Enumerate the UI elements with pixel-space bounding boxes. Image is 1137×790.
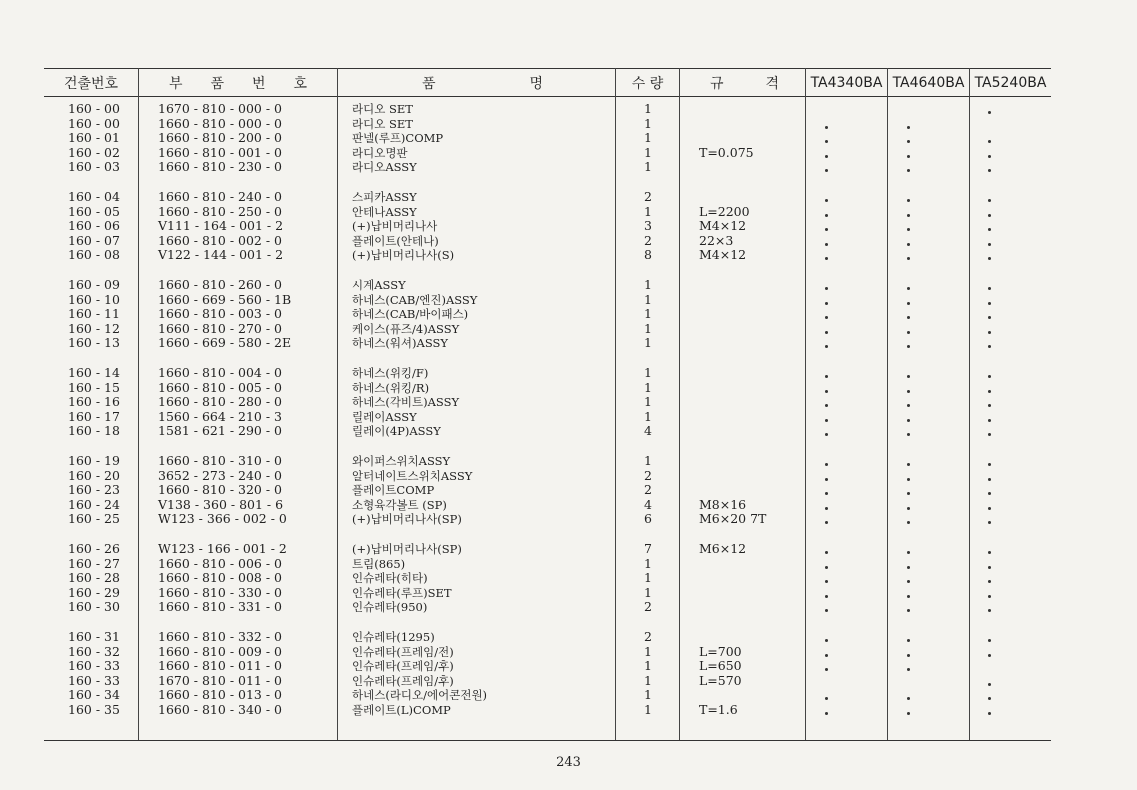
cell-name: 시계ASSY — [352, 278, 406, 292]
applicability-mark — [988, 331, 991, 334]
applicability-mark — [825, 478, 828, 481]
applicability-mark — [988, 257, 991, 260]
cell-name: (+)납비머리나사(S) — [352, 248, 455, 263]
cell-qty: 1 — [644, 203, 652, 219]
cell-part: 1660 - 810 - 200 - 0 — [158, 130, 282, 146]
cell-no: 160 - 11 — [68, 306, 120, 322]
cell-name: 하네스(위킹/F) — [352, 366, 429, 380]
header-model-ta4640ba: TA4640BA — [892, 75, 965, 91]
cell-no: 160 - 29 — [68, 584, 120, 600]
cell-name: 라디오 SET — [352, 102, 413, 116]
applicability-mark — [907, 668, 910, 671]
applicability-mark — [825, 712, 828, 715]
cell-qty: 6 — [644, 511, 652, 527]
cell-qty: 1 — [644, 394, 652, 410]
applicability-mark — [825, 463, 828, 466]
header-part-name-char: 품 — [422, 76, 436, 92]
cell-part: 1660 - 810 - 009 - 0 — [158, 643, 282, 659]
applicability-mark — [825, 580, 828, 583]
cell-no: 160 - 33 — [68, 658, 120, 674]
cell-qty: 1 — [644, 702, 652, 717]
applicability-mark — [825, 654, 828, 657]
cell-qty: 1 — [644, 144, 652, 160]
applicability-mark — [825, 287, 828, 290]
cell-name: 인슈레타(프레임/전) — [352, 644, 454, 659]
header-part-number-char: 품 — [210, 76, 225, 92]
cell-qty: 3 — [644, 218, 652, 234]
cell-part: 1660 - 810 - 310 - 0 — [158, 453, 282, 468]
cell-part: 1670 - 810 - 000 - 0 — [158, 101, 282, 116]
cell-part: 1660 - 810 - 240 - 0 — [158, 189, 282, 204]
cell-part: 1660 - 810 - 006 - 0 — [158, 555, 282, 571]
cell-qty: 1 — [644, 306, 652, 322]
cell-no: 160 - 03 — [68, 159, 120, 175]
header-spec-char: 규 — [710, 76, 724, 92]
cell-no: 160 - 34 — [68, 687, 120, 703]
header-model-ta5240ba: TA5240BA — [974, 75, 1047, 91]
cell-name: 릴레이ASSY — [352, 409, 417, 424]
cell-part: 1660 - 810 - 320 - 0 — [158, 482, 282, 498]
cell-name: 소형육각볼트 (SP) — [352, 497, 447, 512]
applicability-mark — [907, 595, 910, 598]
applicability-mark — [825, 126, 828, 129]
cell-no: 160 - 16 — [68, 394, 120, 410]
applicability-mark — [907, 302, 910, 305]
cell-name: 인슈레타(루프)SET — [352, 585, 452, 600]
cell-name: 하네스(CAB/엔진)ASSY — [352, 292, 478, 307]
cell-name: 인슈레타(프레임/후) — [352, 673, 454, 688]
applicability-mark — [988, 155, 991, 158]
applicability-mark — [988, 639, 991, 642]
cell-qty: 1 — [644, 408, 652, 424]
applicability-mark — [988, 345, 991, 348]
cell-qty: 1 — [644, 658, 652, 674]
applicability-mark — [907, 228, 910, 231]
cell-spec: M6×20 7T — [699, 511, 767, 527]
applicability-mark — [907, 375, 910, 378]
cell-qty: 1 — [644, 643, 652, 659]
cell-no: 160 - 06 — [68, 218, 120, 234]
applicability-mark — [907, 169, 910, 172]
cell-name: 케이스(퓨즈/4)ASSY — [352, 321, 460, 336]
applicability-mark — [988, 507, 991, 510]
applicability-mark — [988, 199, 991, 202]
cell-no: 160 - 25 — [68, 511, 120, 527]
cell-no: 160 - 17 — [68, 408, 120, 424]
cell-name: 인슈레타(프레임/후) — [352, 659, 454, 674]
applicability-mark — [825, 697, 828, 700]
cell-name: 플레이트(안테나) — [352, 233, 439, 248]
cell-name: 인슈레타(1295) — [352, 630, 435, 644]
cell-part: V138 - 360 - 801 - 6 — [158, 496, 284, 512]
cell-no: 160 - 26 — [68, 541, 120, 556]
header-part-number — [139, 70, 337, 96]
cell-part: V122 - 144 - 001 - 2 — [158, 247, 284, 263]
applicability-mark — [825, 639, 828, 642]
applicability-mark — [825, 595, 828, 598]
applicability-mark — [907, 639, 910, 642]
header-part-name — [338, 70, 615, 96]
cell-spec: L=700 — [699, 643, 742, 659]
cell-qty: 1 — [644, 379, 652, 395]
applicability-mark — [825, 302, 828, 305]
applicability-mark — [907, 609, 910, 612]
cell-part: 1660 - 810 - 000 - 0 — [158, 115, 282, 131]
cell-part: 1660 - 810 - 280 - 0 — [158, 394, 282, 410]
applicability-mark — [825, 169, 828, 172]
cell-part: 1560 - 664 - 210 - 3 — [158, 408, 282, 424]
applicability-mark — [825, 668, 828, 671]
cell-no: 160 - 35 — [68, 702, 120, 717]
cell-part: 1660 - 669 - 560 - 1B — [158, 291, 292, 307]
header-item-no: 건출번호 — [63, 76, 119, 92]
applicability-mark — [988, 433, 991, 436]
cell-name: 하네스(위킹/R) — [352, 380, 430, 395]
applicability-mark — [988, 683, 991, 686]
applicability-mark — [907, 345, 910, 348]
applicability-mark — [907, 654, 910, 657]
applicability-mark — [907, 433, 910, 436]
cell-part: 1660 - 810 - 004 - 0 — [158, 365, 282, 380]
applicability-mark — [988, 140, 991, 143]
header-part-number-char: 부 — [169, 76, 183, 92]
cell-spec: M4×12 — [699, 218, 747, 234]
applicability-mark — [907, 199, 910, 202]
cell-part: W123 - 166 - 001 - 2 — [158, 541, 287, 556]
cell-qty: 2 — [644, 232, 652, 248]
cell-spec: T=1.6 — [699, 702, 738, 717]
header-part-number-char: 호 — [293, 76, 307, 92]
cell-qty: 2 — [644, 189, 652, 204]
applicability-mark — [988, 375, 991, 378]
applicability-mark — [988, 478, 991, 481]
applicability-mark — [988, 243, 991, 246]
cell-part: 1660 - 810 - 330 - 0 — [158, 584, 282, 600]
cell-part: 1660 - 810 - 002 - 0 — [158, 232, 282, 248]
applicability-mark — [988, 595, 991, 598]
cell-part: 1581 - 621 - 290 - 0 — [158, 423, 282, 439]
applicability-mark — [907, 566, 910, 569]
cell-part: 1660 - 810 - 001 - 0 — [158, 144, 282, 160]
header-spec-char: 격 — [765, 76, 779, 92]
header-spec — [680, 70, 805, 96]
applicability-mark — [825, 375, 828, 378]
column-divider — [969, 68, 970, 740]
applicability-mark — [907, 478, 910, 481]
cell-part: 1660 - 810 - 250 - 0 — [158, 203, 282, 219]
applicability-mark — [988, 580, 991, 583]
applicability-mark — [988, 609, 991, 612]
cell-no: 160 - 15 — [68, 379, 120, 395]
column-divider — [887, 68, 888, 740]
cell-no: 160 - 05 — [68, 203, 120, 219]
applicability-mark — [825, 404, 828, 407]
applicability-mark — [988, 404, 991, 407]
applicability-mark — [907, 126, 910, 129]
cell-no: 160 - 30 — [68, 599, 120, 615]
cell-no: 160 - 14 — [68, 365, 120, 380]
applicability-mark — [825, 551, 828, 554]
applicability-mark — [907, 155, 910, 158]
cell-no: 160 - 23 — [68, 482, 120, 498]
applicability-mark — [907, 712, 910, 715]
cell-part: 3652 - 273 - 240 - 0 — [158, 467, 282, 483]
cell-no: 160 - 19 — [68, 453, 120, 468]
cell-no: 160 - 13 — [68, 335, 120, 351]
cell-qty: 1 — [644, 687, 652, 703]
cell-name: 플레이트COMP — [352, 483, 435, 498]
column-divider — [615, 68, 616, 740]
header-bottom-rule — [44, 96, 1051, 97]
applicability-mark — [988, 228, 991, 231]
cell-part: V111 - 164 - 001 - 2 — [158, 218, 284, 234]
cell-part: 1660 - 810 - 230 - 0 — [158, 159, 282, 175]
cell-no: 160 - 01 — [68, 130, 120, 146]
applicability-mark — [907, 697, 910, 700]
applicability-mark — [825, 566, 828, 569]
cell-part: 1670 - 810 - 011 - 0 — [158, 672, 282, 688]
cell-no: 160 - 04 — [68, 189, 120, 204]
table-bottom-rule — [44, 740, 1051, 741]
applicability-mark — [988, 551, 991, 554]
cell-no: 160 - 32 — [68, 643, 120, 659]
cell-name: 스피카ASSY — [352, 190, 417, 204]
applicability-mark — [988, 214, 991, 217]
applicability-mark — [988, 697, 991, 700]
applicability-mark — [907, 463, 910, 466]
cell-spec: L=570 — [699, 672, 742, 688]
cell-name: 하네스(라디오/에어콘전원) — [352, 688, 488, 703]
cell-name: 알터네이트스위치ASSY — [352, 468, 473, 483]
cell-name: 라디오ASSY — [352, 160, 417, 175]
cell-qty: 1 — [644, 335, 652, 351]
cell-part: 1660 - 810 - 008 - 0 — [158, 570, 282, 586]
header-model-ta4340ba: TA4340BA — [810, 75, 883, 91]
cell-part: 1660 - 810 - 013 - 0 — [158, 687, 282, 703]
applicability-mark — [825, 521, 828, 524]
applicability-mark — [988, 654, 991, 657]
applicability-mark — [825, 390, 828, 393]
cell-spec: M4×12 — [699, 247, 747, 263]
cell-spec: M8×16 — [699, 496, 747, 512]
cell-no: 160 - 10 — [68, 291, 120, 307]
cell-name: 플레이트(L)COMP — [352, 703, 451, 717]
cell-spec: L=650 — [699, 658, 742, 674]
applicability-mark — [907, 287, 910, 290]
applicability-mark — [907, 316, 910, 319]
cell-qty: 7 — [644, 541, 652, 556]
cell-spec: M6×12 — [699, 541, 747, 556]
cell-qty: 2 — [644, 599, 652, 615]
table-top-rule — [44, 68, 1051, 69]
cell-name: (+)납비머리나사(SP) — [352, 542, 462, 556]
cell-part: 1660 - 810 - 003 - 0 — [158, 306, 282, 322]
applicability-mark — [988, 419, 991, 422]
cell-name: (+)납비머리나사 — [352, 219, 438, 234]
applicability-mark — [988, 169, 991, 172]
cell-qty: 1 — [644, 130, 652, 146]
cell-no: 160 - 18 — [68, 423, 120, 439]
cell-no: 160 - 00 — [68, 115, 120, 131]
cell-name: 판넬(루프)COMP — [352, 131, 444, 146]
cell-part: 1660 - 810 - 260 - 0 — [158, 277, 282, 292]
cell-part: 1660 - 669 - 580 - 2E — [158, 335, 292, 351]
cell-part: 1660 - 810 - 332 - 0 — [158, 629, 282, 644]
applicability-mark — [825, 316, 828, 319]
cell-name: (+)납비머리나사(SP) — [352, 512, 462, 527]
applicability-mark — [988, 492, 991, 495]
applicability-mark — [988, 566, 991, 569]
cell-no: 160 - 33 — [68, 672, 120, 688]
applicability-mark — [988, 712, 991, 715]
cell-name: 릴레이(4P)ASSY — [352, 424, 441, 439]
applicability-mark — [907, 390, 910, 393]
cell-qty: 1 — [644, 672, 652, 688]
applicability-mark — [825, 609, 828, 612]
cell-no: 160 - 12 — [68, 320, 120, 336]
applicability-mark — [907, 521, 910, 524]
cell-name: 라디오명판 — [352, 145, 408, 160]
applicability-mark — [825, 433, 828, 436]
cell-name: 와이퍼스위치ASSY — [352, 454, 451, 468]
applicability-mark — [825, 345, 828, 348]
applicability-mark — [825, 507, 828, 510]
applicability-mark — [907, 214, 910, 217]
applicability-mark — [825, 257, 828, 260]
cell-qty: 1 — [644, 277, 652, 292]
applicability-mark — [825, 155, 828, 158]
applicability-mark — [825, 492, 828, 495]
applicability-mark — [988, 316, 991, 319]
cell-name: 라디오 SET — [352, 116, 413, 131]
applicability-mark — [825, 199, 828, 202]
applicability-mark — [907, 140, 910, 143]
cell-part: 1660 - 810 - 340 - 0 — [158, 702, 282, 717]
cell-spec: L=2200 — [699, 203, 750, 219]
page-number: 243 — [556, 755, 581, 770]
cell-qty: 4 — [644, 423, 652, 439]
cell-qty: 2 — [644, 629, 652, 644]
column-divider — [337, 68, 338, 740]
cell-name: 인슈레타(히타) — [352, 571, 428, 586]
cell-qty: 4 — [644, 496, 652, 512]
cell-qty: 1 — [644, 291, 652, 307]
cell-no: 160 - 02 — [68, 144, 120, 160]
applicability-mark — [988, 463, 991, 466]
cell-name: 트림(865) — [352, 556, 406, 571]
applicability-mark — [825, 214, 828, 217]
cell-qty: 1 — [644, 584, 652, 600]
applicability-mark — [825, 243, 828, 246]
cell-no: 160 - 08 — [68, 247, 120, 263]
applicability-mark — [988, 287, 991, 290]
applicability-mark — [907, 404, 910, 407]
column-divider — [138, 68, 139, 740]
cell-part: 1660 - 810 - 331 - 0 — [158, 599, 282, 615]
applicability-mark — [825, 419, 828, 422]
cell-qty: 1 — [644, 320, 652, 336]
applicability-mark — [907, 580, 910, 583]
column-divider — [679, 68, 680, 740]
column-divider — [805, 68, 806, 740]
cell-spec: T=0.075 — [699, 144, 754, 160]
cell-part: 1660 - 810 - 270 - 0 — [158, 320, 282, 336]
cell-no: 160 - 27 — [68, 555, 120, 571]
cell-qty: 1 — [644, 159, 652, 175]
cell-qty: 1 — [644, 115, 652, 131]
applicability-mark — [907, 243, 910, 246]
cell-qty: 8 — [644, 247, 652, 263]
cell-no: 160 - 24 — [68, 496, 120, 512]
cell-spec: 22×3 — [699, 232, 734, 248]
cell-name: 하네스(CAB/바이패스) — [352, 307, 469, 322]
applicability-mark — [988, 390, 991, 393]
cell-no: 160 - 31 — [68, 629, 120, 644]
cell-part: W123 - 366 - 002 - 0 — [158, 511, 287, 527]
applicability-mark — [988, 111, 991, 114]
cell-part: 1660 - 810 - 005 - 0 — [158, 379, 282, 395]
header-part-number-char: 번 — [251, 76, 266, 92]
applicability-mark — [907, 331, 910, 334]
cell-no: 160 - 09 — [68, 277, 120, 292]
cell-part: 1660 - 810 - 011 - 0 — [158, 658, 282, 674]
applicability-mark — [825, 140, 828, 143]
cell-qty: 1 — [644, 453, 652, 468]
cell-qty: 2 — [644, 482, 652, 498]
cell-no: 160 - 00 — [68, 101, 120, 116]
cell-name: 인슈레타(950) — [352, 600, 428, 615]
cell-no: 160 - 28 — [68, 570, 120, 586]
cell-name: 하네스(각비트)ASSY — [352, 395, 460, 410]
applicability-mark — [907, 492, 910, 495]
cell-qty: 1 — [644, 555, 652, 571]
applicability-mark — [907, 551, 910, 554]
cell-no: 160 - 20 — [68, 467, 120, 483]
applicability-mark — [988, 302, 991, 305]
cell-qty: 2 — [644, 467, 652, 483]
cell-name: 하네스(워셔)ASSY — [352, 336, 448, 351]
applicability-mark — [825, 228, 828, 231]
cell-qty: 1 — [644, 101, 652, 116]
header-quantity: 수 량 — [631, 76, 664, 92]
cell-qty: 1 — [644, 570, 652, 586]
applicability-mark — [825, 331, 828, 334]
cell-qty: 1 — [644, 365, 652, 380]
applicability-mark — [907, 257, 910, 260]
applicability-mark — [907, 507, 910, 510]
cell-no: 160 - 07 — [68, 232, 120, 248]
cell-name: 안테나ASSY — [352, 204, 417, 219]
applicability-mark — [907, 419, 910, 422]
applicability-mark — [988, 521, 991, 524]
header-part-name-char: 명 — [529, 76, 543, 92]
